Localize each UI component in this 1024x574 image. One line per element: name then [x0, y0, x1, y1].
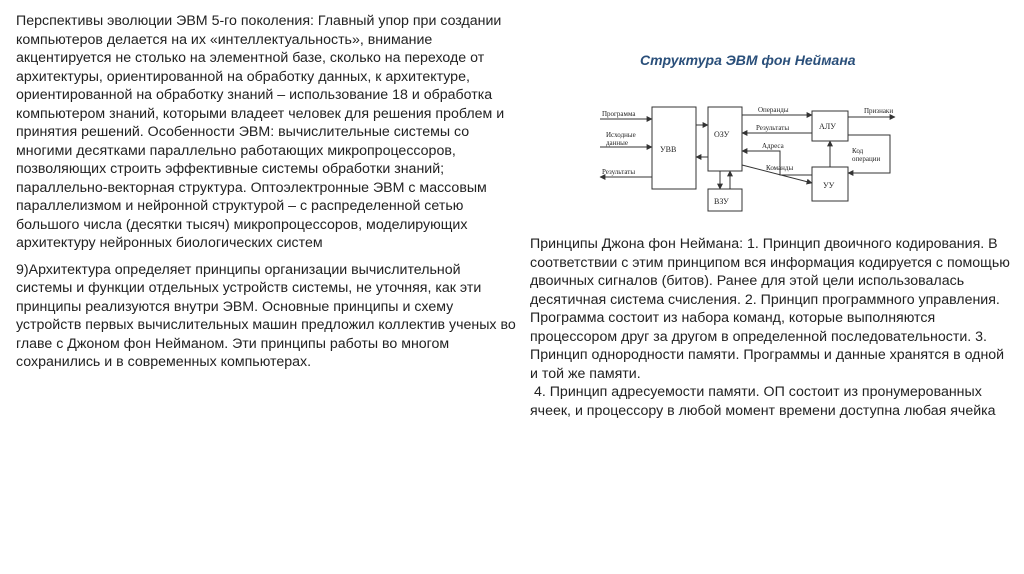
- results-out-label: Результаты: [602, 168, 636, 176]
- diagram-title: Структура ЭВМ фон Неймана: [640, 52, 856, 68]
- program-label: Программа: [602, 110, 636, 118]
- results-label: Результаты: [756, 124, 790, 132]
- address-label: Адреса: [762, 142, 784, 150]
- input-data-label-1: Исходные: [606, 131, 636, 139]
- left-text-column: [16, 12, 516, 380]
- architecture-paragraph: 9)Архитектура определяет принципы организации вычислительной системы и функции отдельных устройств системы, не уточняя, как эти принципы реализуются внутри ЭВМ. Основные принципы и схему устройств первых вычислительных машин предложил коллектив ученых во главе с Джоном фон Нейманом. Эти принципы работы во многом сохранились и в современных компьютерах.: [16, 261, 516, 370]
- von-neumann-diagram: [590, 95, 910, 215]
- evm-fifth-gen-paragraph: Перспективы эволюции ЭВМ 5-го поколения: Главный упор при создании компьютеров делается на их «интеллектуальность», внимание акцентируется не столько на элементной базе, сколько на переходе от архитектуры, ориентированной на обработку данных, к архитектуре, ориентированной на обработку знаний – использование 18 и обработка компьютером знаний, которыми владеет человек для решения проблем и принятия решений. Особенности ЭВМ: вычислительные системы со многими десятками параллельно работающих микропроцессоров, позволяющих строить эффективные системы обработки знаний; параллельно-векторная структура. Оптоэлектронные ЭВМ с массовым параллелизмом и нейронной структурой – с распределенной сетью большого числа (десятки тысяч) микропроцессоров, моделирующих архитектуру нейронных биологических систем: [16, 13, 505, 251]
- ozu-label: ОЗУ: [714, 130, 730, 139]
- operands-label: Операнды: [758, 106, 789, 114]
- ozu-block: [708, 107, 742, 171]
- alu-label: АЛУ: [819, 122, 836, 131]
- flags-label: Признаки: [864, 107, 894, 115]
- right-text-column: [530, 235, 1010, 420]
- opcode-label-1: Код: [852, 147, 864, 155]
- von-neumann-principles-paragraph: Принципы Джона фон Неймана: 1. Принцип двоичного кодирования. В соответствии с этим принципом вся информация кодируется с помощью двоичных сигналов (битов). Ранее для этой цели использовалась десятичная система счисления. 2. Принцип программного управления. Программа состоит из набора команд, которые выполняются процессором друг за другом в определенной последовательности. 3. Принцип однородности памяти. Программы и данные хранятся в одной и той же памяти. 4. Принцип адресуемости памяти. ОП состоит из пронумерованных ячеек, и процессору в любой момент времени доступна любая ячейка: [530, 236, 1010, 419]
- vzu-label: ВЗУ: [714, 197, 729, 206]
- commands-label: Команды: [766, 164, 794, 172]
- opcode-label-2: операции: [852, 155, 881, 163]
- uvv-label: УВВ: [660, 145, 677, 154]
- uu-label: УУ: [823, 181, 835, 190]
- input-data-label-2: данные: [606, 139, 628, 147]
